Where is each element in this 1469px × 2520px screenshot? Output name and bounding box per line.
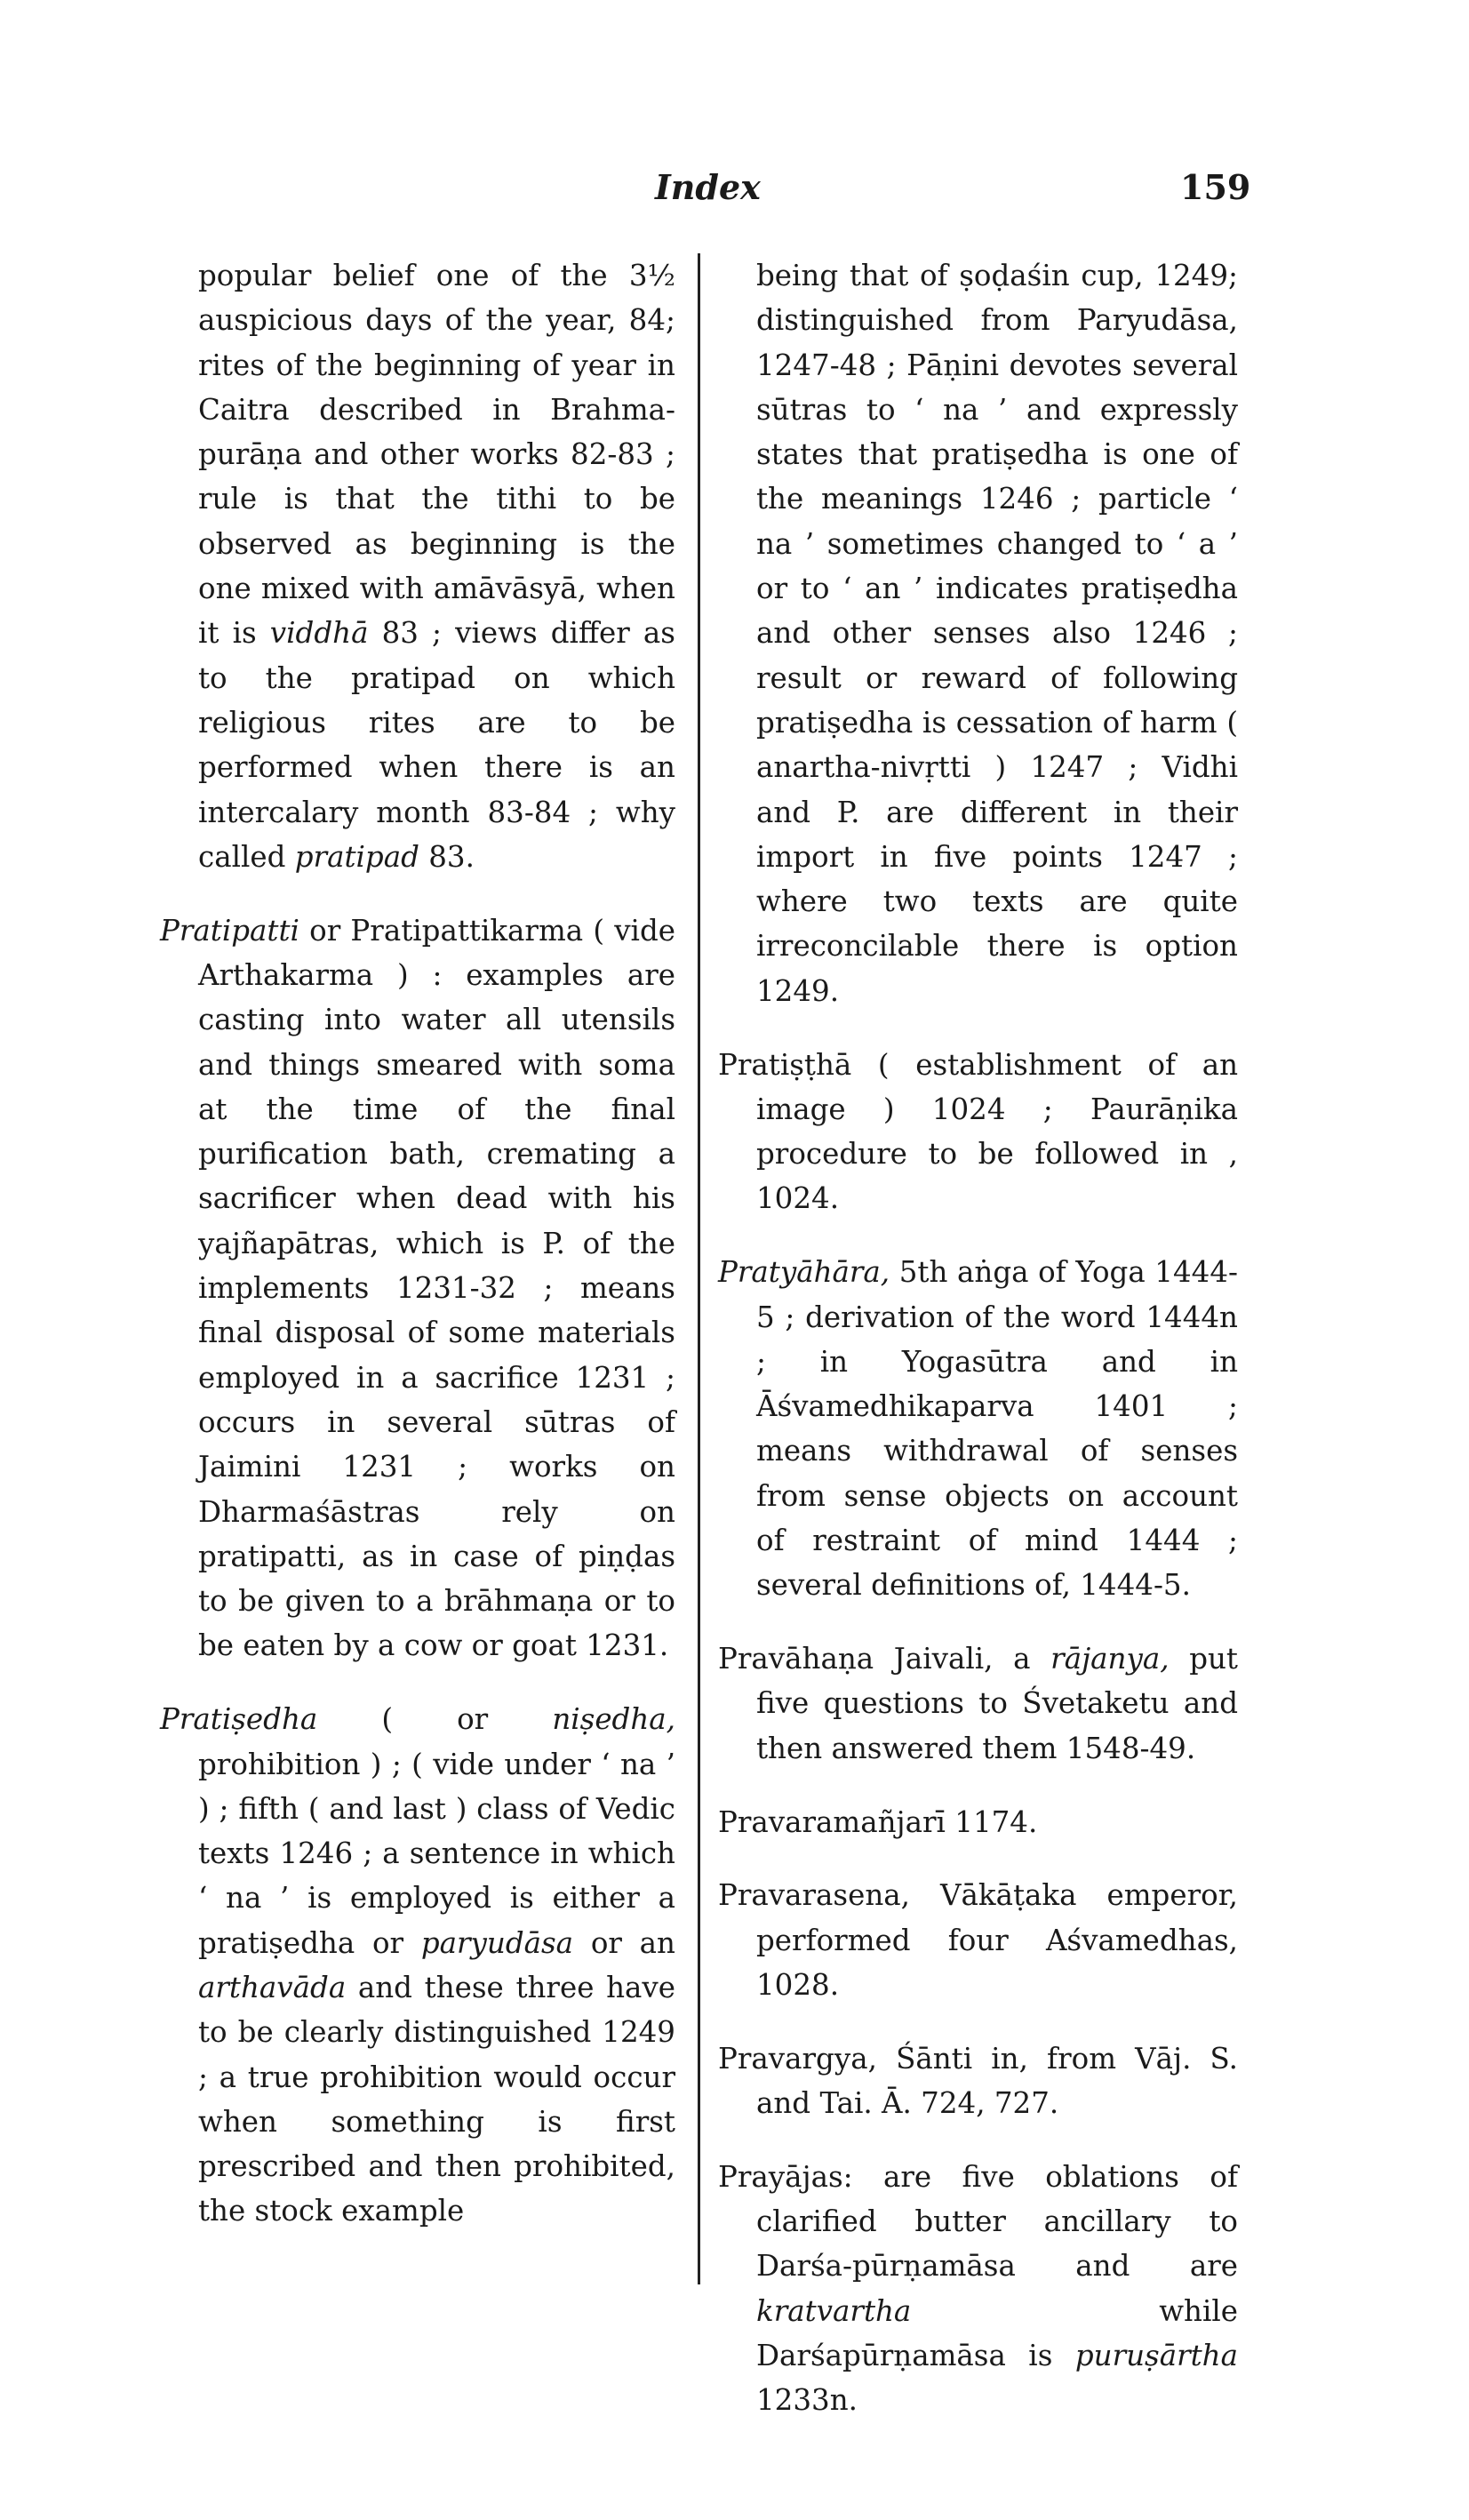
entry-text: Pravargya, Śānti in, from Vāj. S. and Tai. Ā. 724, 727. bbox=[718, 2041, 1238, 2120]
entry-text: popular belief one of the 3½ auspicious days of the year, 84; rites of the beginning of year in Caitra described in Brahma-purāṇa and other works 82-83 ; rule is that the tithi to be observed as beginning is the one mixed with amāvāsyā, when it is bbox=[198, 259, 675, 651]
entry-italic: niṣedha, bbox=[552, 1702, 675, 1737]
entry-text: being that of ṣoḍaśin cup, 1249; distinguished from Paryudāsa, 1247-48 ; Pāṇini devotes several sūtras to ‘ na ’ and expressly states that pratiṣedha is one of the meanings 1246 ; particle ‘ na ’ sometimes changed to ‘ a ’ or to ‘ an ’ indicates pratiṣedha and other senses also 1246 ; result or reward of following pratiṣedha is cessation of harm ( anartha-nivṛtti ) 1247 ; Vidhi and P. are different in their import in five points 1247 ; where two texts are quite irreconcilable there is option 1249. bbox=[756, 259, 1238, 1008]
entry-headword: Pratyāhāra, bbox=[718, 1255, 890, 1290]
index-entry-pratipatti bbox=[160, 908, 675, 1668]
entry-headword: Pratiṣedha bbox=[160, 1702, 318, 1737]
entry-italic: pratipad bbox=[294, 839, 419, 874]
index-entry-pravaramanjari bbox=[718, 1800, 1238, 1844]
entry-text: or an bbox=[573, 1925, 675, 1960]
left-column bbox=[160, 253, 675, 2253]
index-entry-pravarasena bbox=[718, 1873, 1238, 2007]
entry-text: Pravarasena, Vākāṭaka emperor, performed four Aśvamedhas, 1028. bbox=[718, 1878, 1238, 2002]
entry-text: Prayājas: are five oblations of clarified butter ancillary to Darśa-pūrṇamāsa and are bbox=[718, 2159, 1238, 2284]
entry-text: Pratiṣṭhā ( establishment of an image ) 1024 ; Paurāṇika procedure to be followed in , 1024. bbox=[718, 1047, 1238, 1216]
entry-text: 5th aṅga of Yoga 1444-5 ; derivation of the word 1444n ; in Yogasūtra and in Āśvamedhikaparva 1401 ; means withdrawal of senses from sense objects on account of restraint of mind 1444 ; several definitions of, 1444-5. bbox=[756, 1255, 1238, 1603]
entry-italic: paryudāsa bbox=[420, 1925, 574, 1960]
index-entry-pratyahara bbox=[718, 1250, 1238, 1607]
entry-text: 1233n. bbox=[756, 2383, 858, 2418]
entry-italic: viddhā bbox=[269, 616, 369, 651]
entry-text: prohibition ) ; ( vide under ‘ na ’ ) ; fifth ( and last ) class of Vedic texts 1246 ; a sentence in which ‘ na ’ is employed is either a pratiṣedha or bbox=[198, 1747, 675, 1960]
entry-italic: arthavāda bbox=[198, 1970, 347, 2004]
column-divider bbox=[698, 253, 700, 2284]
entry-text: Pravaramañjarī 1174. bbox=[718, 1804, 1038, 1839]
page-number: 159 bbox=[1180, 167, 1251, 207]
entry-text: ( or bbox=[317, 1702, 553, 1737]
entry-italic: rājanya, bbox=[1050, 1642, 1170, 1676]
index-entry-pratipad-continued bbox=[160, 253, 675, 879]
entry-italic: kratvartha bbox=[756, 2293, 912, 2328]
entry-text: while Darśapūrṇamāsa is bbox=[756, 2293, 1238, 2372]
index-entry-pratisedha bbox=[160, 1697, 675, 2234]
index-entry-pravargya bbox=[718, 2036, 1238, 2126]
index-entry-pratistha bbox=[718, 1043, 1238, 1221]
index-entry-pratisedha-continued bbox=[718, 253, 1238, 1013]
entry-text: Pravāhaṇa Jaivali, a bbox=[718, 1642, 1051, 1676]
index-entry-prayajas bbox=[718, 2155, 1238, 2423]
entry-text: and these three have to be clearly distinguished 1249 ; a true prohibition would occur when something is first prescribed and then prohibited, the stock example bbox=[198, 1970, 675, 2228]
entry-italic: puruṣārtha bbox=[1074, 2338, 1238, 2372]
right-column bbox=[718, 253, 1238, 2443]
entry-text: put five questions to Śvetaketu and then answered them 1548-49. bbox=[756, 1642, 1238, 1765]
running-head-title: Index bbox=[655, 167, 761, 207]
entry-text: or Pratipattikarma ( vide Arthakarma ) : examples are casting into water all utensils and things smeared with soma at the time of the final purification bath, cremating a sacrificer when dead with his yajñapātras, which is P. of the implements 1231-32 ; means final disposal of some materials employed in a sacrifice 1231 ; occurs in several sūtras of Jaimini 1231 ; works on Dharmaśāstras rely on pratipatti, as in case of piṇḍas to be given to a brāhmaṇa or to be eaten by a cow or goat 1231. bbox=[198, 913, 675, 1663]
index-entry-pravahana bbox=[718, 1636, 1238, 1771]
entry-headword: Pratipatti bbox=[160, 913, 299, 948]
entry-text: 83. bbox=[419, 839, 475, 874]
entry-text: 83 ; views differ as to the pratipad on which religious rites are to be performed when there is an intercalary month 83-84 ; why called bbox=[198, 616, 675, 874]
